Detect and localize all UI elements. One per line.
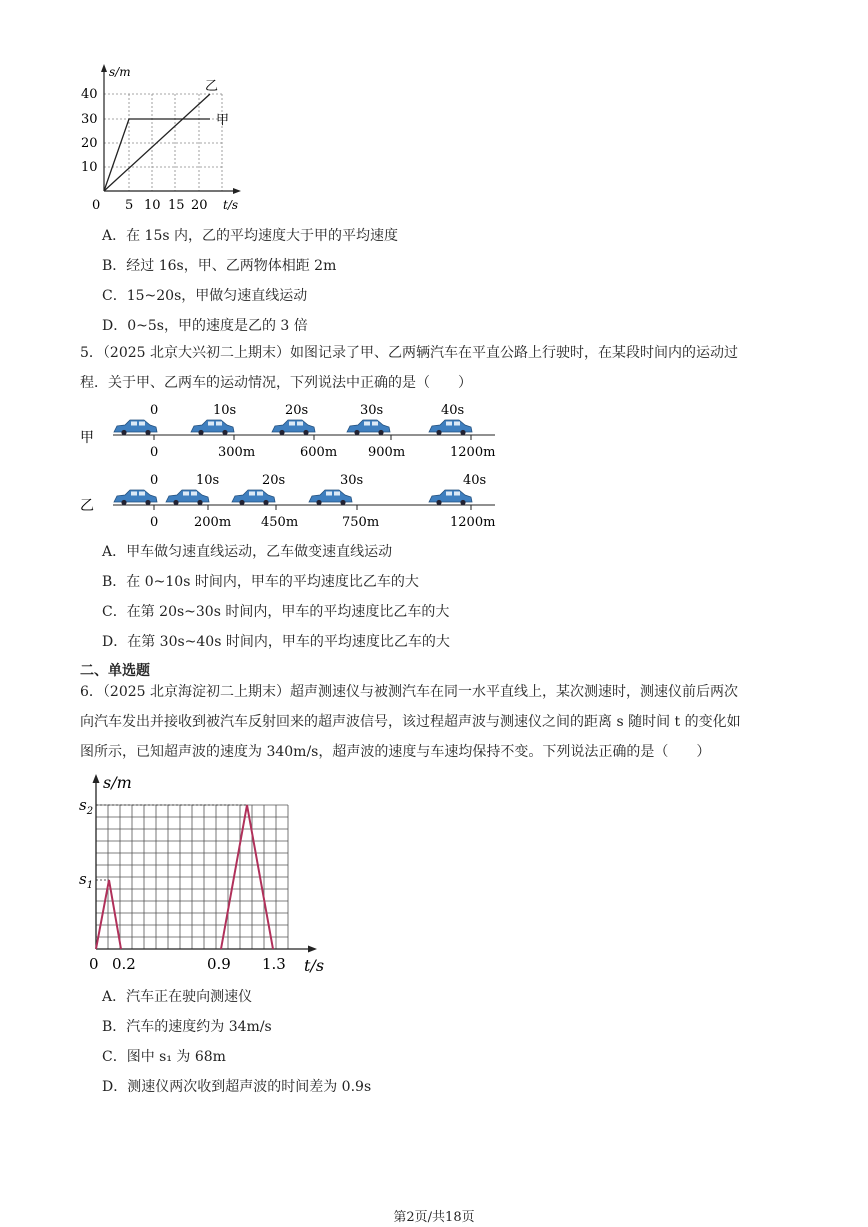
position-label: 1200m xyxy=(450,515,496,530)
q6-option-b[interactable]: B．汽车的速度约为 34m/s xyxy=(102,1019,272,1035)
y-tick: 30 xyxy=(81,112,98,127)
car-icon xyxy=(114,420,157,435)
car-icon xyxy=(347,420,390,435)
q6-option-d[interactable]: D．测速仪两次收到超声波的时间差为 0.9s xyxy=(102,1079,372,1095)
position-label: 900m xyxy=(368,445,406,460)
q6-option-c[interactable]: C．图中 s₁ 为 68m xyxy=(102,1049,226,1065)
q5-stem-line2: 程．关于甲、乙两车的运动情况，下列说法中正确的是（ ） xyxy=(80,375,472,391)
xlabel: t/s xyxy=(223,198,239,212)
x-tick: 0.2 xyxy=(112,955,136,973)
series-label-yi: 乙 xyxy=(205,79,219,94)
position-label: 1200m xyxy=(450,445,496,460)
car-icon xyxy=(114,490,157,505)
q5-stem-line1: 5．（2025 北京大兴初二上期末）如图记录了甲、乙两辆汽车在平直公路上行驶时，在某段时间内的运动过 xyxy=(80,345,738,361)
time-label: 30s xyxy=(340,473,364,488)
q4-option-a[interactable]: A．在 15s 内，乙的平均速度大于甲的平均速度 xyxy=(102,228,399,244)
pulse-1 xyxy=(96,880,121,949)
time-label: 40s xyxy=(441,403,465,418)
q4-option-c[interactable]: C．15~20s，甲做匀速直线运动 xyxy=(102,288,308,304)
q6-stem-line1: 6．（2025 北京海淀初二上期末）超声测速仪与被测汽车在同一水平直线上，某次测速时，测速仪前后两次 xyxy=(80,684,738,700)
page-number: 第2页/共18页 xyxy=(393,1210,475,1225)
time-label: 10s xyxy=(213,403,237,418)
car-a-label: 甲 xyxy=(80,430,94,446)
q4-option-b[interactable]: B．经过 16s，甲、乙两物体相距 2m xyxy=(102,258,337,274)
q5-option-b[interactable]: B．在 0~10s 时间内，甲车的平均速度比乙车的大 xyxy=(102,574,419,590)
position-label: 450m xyxy=(261,515,299,530)
guide-lines xyxy=(96,805,247,880)
y-tick-s2: $s_2$ xyxy=(79,796,94,817)
q6-stem xyxy=(80,677,792,767)
car-a-times xyxy=(150,403,464,418)
st-graph-q4 xyxy=(75,60,265,215)
x-tick: 0.9 xyxy=(207,955,231,973)
section-heading: 二、单选题 xyxy=(80,663,150,679)
grid xyxy=(104,94,222,191)
position-label: 300m xyxy=(218,445,256,460)
q5-stem xyxy=(80,338,792,398)
q6-stem-line3: 图所示，已知超声波的速度为 340m/s，超声波的速度与车速均保持不变。下列说法正确的是（ ） xyxy=(80,744,711,760)
q6-option-a[interactable]: A．汽车正在驶向测速仪 xyxy=(102,989,253,1005)
x-tick: 20 xyxy=(191,198,208,213)
y-axis-arrow xyxy=(101,64,107,72)
x-tick: 0 xyxy=(89,955,99,973)
time-label: 20s xyxy=(285,403,309,418)
q5-option-d[interactable]: D．在第 30s~40s 时间内，甲车的平均速度比乙车的大 xyxy=(102,634,450,650)
x-tick: 0 xyxy=(92,198,101,213)
x-axis-arrow xyxy=(308,946,317,953)
car-icon xyxy=(309,490,352,505)
time-label: 0 xyxy=(150,403,159,418)
car-icon xyxy=(191,420,234,435)
st-graph-q6 xyxy=(75,768,335,978)
position-label: 200m xyxy=(194,515,232,530)
car-icon xyxy=(166,490,209,505)
ylabel: s/m xyxy=(109,65,131,79)
position-label: 0 xyxy=(150,515,159,530)
y-tick: 40 xyxy=(81,87,98,102)
time-label: 30s xyxy=(360,403,384,418)
car-b-label: 乙 xyxy=(80,498,94,514)
x-tick: 15 xyxy=(168,198,185,213)
time-label: 40s xyxy=(463,473,487,488)
x-tick: 10 xyxy=(144,198,161,213)
car-b-times xyxy=(150,473,486,488)
y-tick: 20 xyxy=(81,136,98,151)
y-tick-s1: $s_1$ xyxy=(79,870,94,891)
q6-stem-line2: 向汽车发出并接收到被汽车反射回来的超声波信号，该过程超声波与测速仪之间的距离 s 随时间 t 的变化如 xyxy=(80,714,741,730)
ylabel: s/m xyxy=(103,773,132,792)
car-icon xyxy=(429,420,472,435)
y-tick: 10 xyxy=(81,160,98,175)
time-label: 20s xyxy=(262,473,286,488)
car-a-positions xyxy=(150,445,495,460)
position-label: 0 xyxy=(150,445,159,460)
position-label: 750m xyxy=(342,515,380,530)
series-label-jia: 甲 xyxy=(216,113,230,128)
series-jia xyxy=(104,119,210,191)
car-icon xyxy=(232,490,275,505)
y-axis-arrow xyxy=(93,774,100,783)
car-icon xyxy=(429,490,472,505)
xlabel: t/s xyxy=(304,956,325,975)
x-tick: 1.3 xyxy=(262,955,286,973)
q4-option-d[interactable]: D．0~5s，甲的速度是乙的 3 倍 xyxy=(102,318,308,334)
series-yi xyxy=(104,94,210,191)
q5-option-c[interactable]: C．在第 20s~30s 时间内，甲车的平均速度比乙车的大 xyxy=(102,604,450,620)
x-tick: 5 xyxy=(125,198,134,213)
car-motion-figure-q5 xyxy=(75,396,505,536)
time-label: 0 xyxy=(150,473,159,488)
time-label: 10s xyxy=(196,473,220,488)
x-axis-arrow xyxy=(233,188,241,194)
position-label: 600m xyxy=(300,445,338,460)
car-b-positions xyxy=(150,515,495,530)
car-icon xyxy=(272,420,315,435)
q5-option-a[interactable]: A．甲车做匀速直线运动，乙车做变速直线运动 xyxy=(102,544,393,560)
